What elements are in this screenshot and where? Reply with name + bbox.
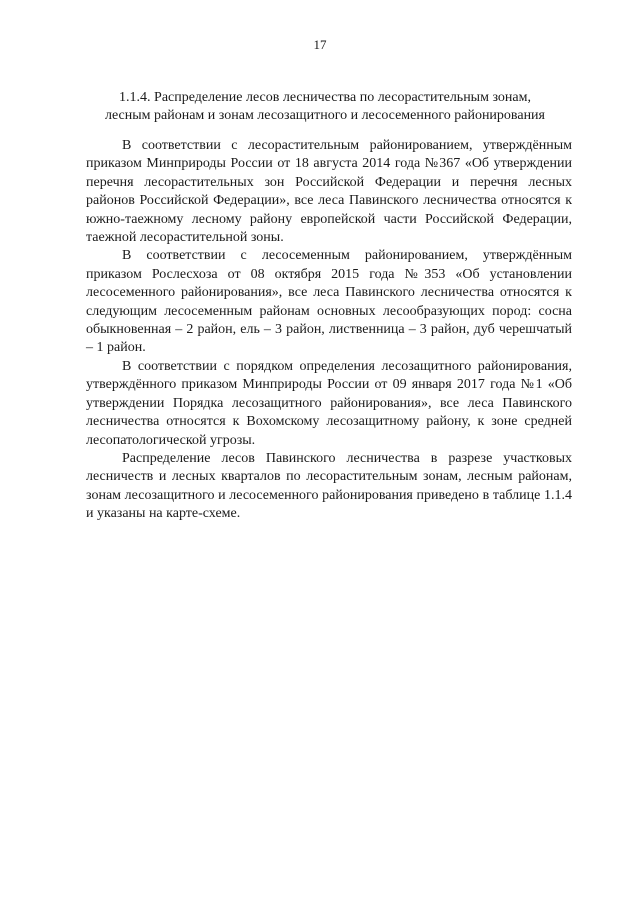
page-number: 17 [313,37,327,52]
paragraph-forest-protection-zoning: В соответствии с порядком определения лесозащитного районирования, утверждённого приказом Минприроды России от 09 января 2017 года №1 «Об утверждении Порядка лесозащитного районирования», все леса Павинского лесничества относятся к Вохомскому лесозащитному району, к зоне средней лесопатологической угрозы. [86,358,572,448]
paragraph-distribution-table-reference: Распределение лесов Павинского лесничества в разрезе участковых лесничеств и лесных кварталов по лесорастительным зонам, лесным районам, зонам лесозащитного и лесосеменного районирования приведено в таблице 1.1.4 и указаны на карте-схеме. [86,450,572,522]
heading-line-1: 1.1.4. Распределение лесов лесничества по лесорастительным зонам, [119,90,531,105]
body-text [86,137,572,524]
paragraph-forest-growth-zoning: В соответствии с лесорастительным районированием, утверждённым приказом Минприроды России от 18 августа 2014 года №367 «Об утверждении перечня лесорастительных зон Российской Федерации и перечня лесных районов Российской Федерации», все леса Павинского лесничества относятся к южно-таежному лесному району европейской части Российской Федерации, таежной лесорастительной зоны. [86,138,572,246]
heading-line-2: лесным районам и зонам лесозащитного и лесосеменного районирования [105,108,545,123]
paragraph-seed-zoning: В соответствии с лесосеменным районированием, утверждённым приказом Рослесхоза от 08 октября 2015 года №353 «Об установлении лесосеменного районирования», все леса Павинского лесничества относятся к следующим лесосеменным районам основных лесообразующих пород: сосна обыкновенная – 2 район, ель – 3 район, лиственница – 3 район, дуб черешчатый – 1 район. [86,248,572,356]
section-heading [70,89,580,125]
